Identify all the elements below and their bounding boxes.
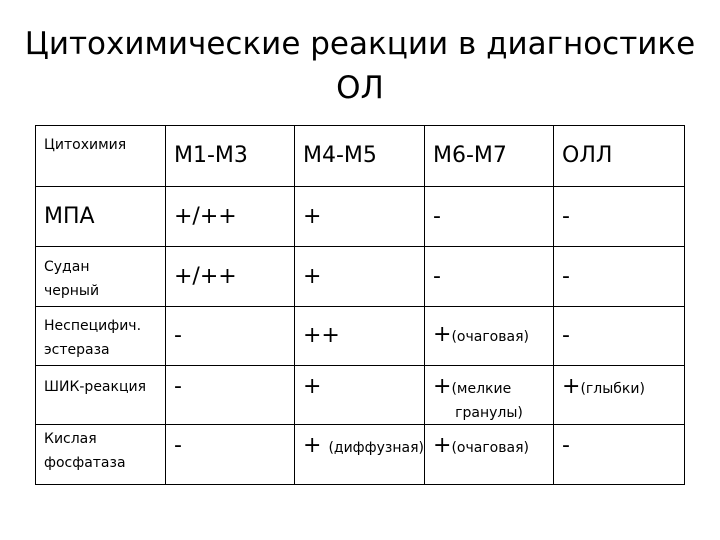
- slide-title: [0, 22, 720, 110]
- table-cell: [554, 366, 685, 425]
- table-cell: -: [554, 425, 685, 485]
- cell-note: (мелкие: [451, 381, 512, 397]
- cell-sign: +: [433, 374, 452, 399]
- row-label-line: Судан: [44, 258, 90, 275]
- row-label-line: фосфатаза: [44, 455, 126, 471]
- row-label: [36, 425, 166, 485]
- cell-note: (очаговая): [451, 329, 529, 345]
- row-label-line: черный: [44, 282, 100, 299]
- table-cell: -: [425, 247, 554, 307]
- table-cell: [425, 425, 554, 485]
- header-cell: ОЛЛ: [554, 126, 685, 187]
- table-row: [36, 187, 685, 247]
- row-label-line: Неспецифич.: [44, 318, 142, 334]
- cell-note: (диффузная): [328, 440, 424, 456]
- table-cell: [295, 425, 425, 485]
- cell-sign: +: [433, 322, 452, 347]
- cell-note: гранулы): [455, 405, 523, 421]
- cell-sign: +: [433, 433, 452, 458]
- row-label: [36, 307, 166, 366]
- header-cell: М6-М7: [425, 126, 554, 187]
- cytochemistry-table: [35, 125, 685, 485]
- table-cell: +: [295, 366, 425, 425]
- table-cell: -: [554, 307, 685, 366]
- row-label: ШИК-реакция: [36, 366, 166, 425]
- table-cell: -: [425, 187, 554, 247]
- row-label: [36, 247, 166, 307]
- header-cell: Цитохимия: [36, 126, 166, 187]
- cell-sign: +: [562, 374, 581, 399]
- row-label-line: Кислая: [44, 431, 97, 447]
- table-cell: [425, 307, 554, 366]
- table-header-row: [36, 126, 685, 187]
- table-row: [36, 247, 685, 307]
- table-cell: -: [166, 425, 295, 485]
- table-cell: +: [295, 247, 425, 307]
- table-row: [36, 366, 685, 425]
- cell-note: (глыбки): [580, 381, 645, 397]
- table-cell: ++: [295, 307, 425, 366]
- row-label-line: эстераза: [44, 342, 110, 358]
- cell-note: (очаговая): [451, 440, 529, 456]
- header-cell: М1-М3: [166, 126, 295, 187]
- table-cell: -: [166, 366, 295, 425]
- table-row: [36, 307, 685, 366]
- table-cell: -: [554, 187, 685, 247]
- row-label: МПА: [36, 187, 166, 247]
- table-row: [36, 425, 685, 485]
- table-cell: [425, 366, 554, 425]
- slide-title-line-1: Цитохимические реакции в диагностике: [24, 26, 696, 62]
- header-cell: М4-М5: [295, 126, 425, 187]
- table-cell: +: [295, 187, 425, 247]
- table-cell: +/++: [166, 247, 295, 307]
- cell-sign: +: [303, 433, 322, 458]
- table-cell: +/++: [166, 187, 295, 247]
- table-cell: -: [554, 247, 685, 307]
- slide-title-line-2: ОЛ: [336, 70, 384, 106]
- table-cell: -: [166, 307, 295, 366]
